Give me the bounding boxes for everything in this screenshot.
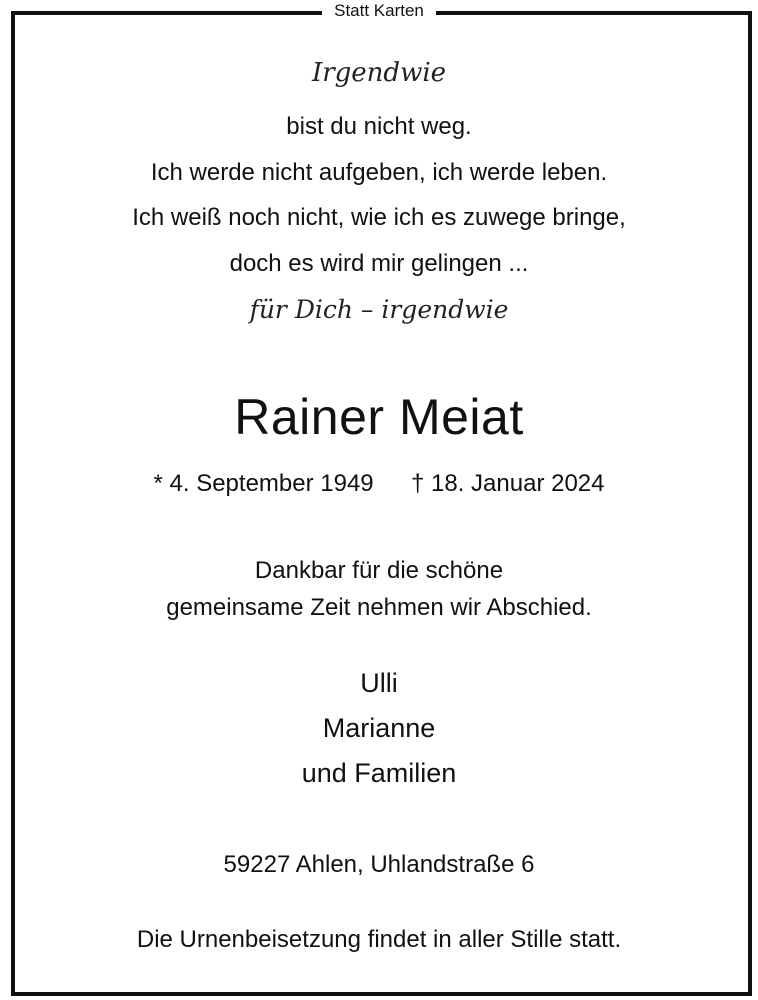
handwritten-intro: Irgendwie (311, 58, 447, 88)
poem-line-1: bist du nicht weg. (286, 113, 472, 140)
message-line-1: Dankbar für die schöne (254, 557, 504, 584)
mourner-1: Ulli (360, 668, 398, 698)
life-dates (0, 470, 758, 498)
poem-line-3: Ich weiß noch nicht, wie ich es zuwege bringe, (132, 204, 626, 231)
message-line-2: gemeinsame Zeit nehmen wir Abschied. (166, 594, 592, 621)
mourner-3: und Familien (301, 758, 457, 788)
deceased-name: Rainer Meiat (234, 389, 524, 445)
mourner-2: Marianne (322, 713, 436, 743)
birth-date: * 4. September 1949 (153, 470, 374, 497)
poem-line-2: Ich werde nicht aufgeben, ich werde leben. (150, 159, 608, 186)
burial-notice: Die Urnenbeisetzung findet in aller Stille statt. (136, 926, 622, 953)
address: 59227 Ahlen, Uhlandstraße 6 (223, 851, 535, 878)
death-date: † 18. Januar 2024 (411, 470, 605, 497)
header-label: Statt Karten (0, 0, 758, 22)
poem-line-4: doch es wird mir gelingen ... (229, 250, 529, 277)
handwritten-dedication: für Dich – irgendwie (249, 295, 509, 324)
